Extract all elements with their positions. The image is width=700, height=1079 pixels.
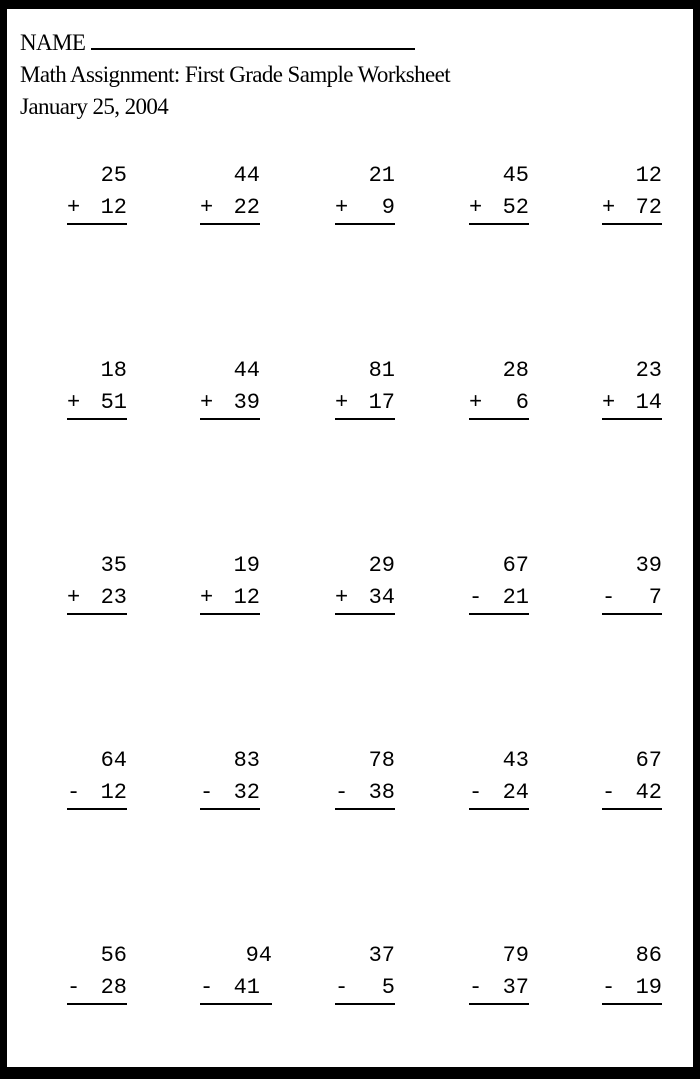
problem-top-number: 25 (100, 163, 127, 188)
operator-sign: + (67, 195, 81, 220)
problem-bottom-row (200, 583, 260, 615)
problem-bottom-number: 9 (381, 195, 395, 220)
operator-sign: + (67, 585, 81, 610)
problem (335, 744, 395, 810)
problem-bottom-number: 37 (502, 975, 529, 1000)
problem-bottom-number: 14 (635, 390, 662, 415)
problem-top-number: 44 (233, 163, 260, 188)
problem (602, 549, 662, 615)
problem-bottom-row (67, 973, 127, 1005)
worksheet-title: Math Assignment: First Grade Sample Worksheet (20, 62, 451, 87)
problem-top-number: 43 (502, 748, 529, 773)
problem-top-number: 79 (502, 943, 529, 968)
name-label: NAME (20, 30, 86, 55)
operator-sign: - (200, 975, 214, 1000)
operator-sign: + (469, 195, 483, 220)
problem-bottom-number: 12 (100, 195, 127, 220)
problem-top-number: 86 (635, 943, 662, 968)
problem (335, 939, 395, 1005)
problem-bottom-row (200, 778, 260, 810)
problem-bottom-row (200, 388, 260, 420)
problem-bottom-row (67, 193, 127, 225)
problem-top-number: 67 (635, 748, 662, 773)
problem-bottom-number: 22 (233, 195, 260, 220)
name-blank-line (91, 30, 415, 50)
problem-bottom-row (469, 583, 529, 615)
operator-sign: + (200, 195, 214, 220)
problem (335, 354, 395, 420)
worksheet-header (20, 27, 450, 123)
operator-sign: + (602, 390, 616, 415)
problem-bottom-number: 38 (368, 780, 395, 805)
problem-bottom-row (602, 193, 662, 225)
problem-top-number: 78 (368, 748, 395, 773)
problem-top-number: 37 (368, 943, 395, 968)
operator-sign: - (602, 585, 616, 610)
problem-bottom-row (67, 778, 127, 810)
problem-top-number: 45 (502, 163, 529, 188)
problem (469, 549, 529, 615)
operator-sign: + (335, 585, 349, 610)
problem-bottom-number: 23 (100, 585, 127, 610)
problem-bottom-row (469, 388, 529, 420)
problem-bottom-number: 32 (233, 780, 260, 805)
problem (469, 159, 529, 225)
problem-bottom-row (602, 583, 662, 615)
problem-top-number: 18 (100, 358, 127, 383)
problem-bottom-row (335, 583, 395, 615)
problem-bottom-row (335, 778, 395, 810)
problem-top-number: 94 (245, 943, 272, 968)
problem (469, 939, 529, 1005)
problem-top-number: 28 (502, 358, 529, 383)
problem-bottom-number: 51 (100, 390, 127, 415)
problem (200, 549, 260, 615)
problem-top-number: 83 (233, 748, 260, 773)
problem (67, 354, 127, 420)
operator-sign: + (67, 390, 81, 415)
problem (200, 744, 260, 810)
problem-bottom-number: 12 (233, 585, 260, 610)
operator-sign: - (67, 780, 81, 805)
problem-bottom-row (469, 193, 529, 225)
problem-top-number: 29 (368, 553, 395, 578)
problem (335, 549, 395, 615)
problem-bottom-row (469, 973, 529, 1005)
worksheet-date: January 25, 2004 (20, 94, 169, 119)
problem-bottom-number: 42 (635, 780, 662, 805)
problem-bottom-number: 6 (515, 390, 529, 415)
problem-top-number: 39 (635, 553, 662, 578)
problem (602, 744, 662, 810)
operator-sign: - (469, 975, 483, 1000)
problem-bottom-number: 24 (502, 780, 529, 805)
problem (602, 354, 662, 420)
problem-bottom-row (602, 388, 662, 420)
problem (67, 744, 127, 810)
problem-bottom-number: 19 (635, 975, 662, 1000)
problem (200, 354, 260, 420)
problem-bottom-number: 41 (233, 975, 260, 1000)
operator-sign: + (200, 390, 214, 415)
problem-top-number: 44 (233, 358, 260, 383)
problem-bottom-row (200, 193, 260, 225)
problem-bottom-number: 34 (368, 585, 395, 610)
problem-top-number: 19 (233, 553, 260, 578)
operator-sign: - (602, 975, 616, 1000)
problem-bottom-row (602, 778, 662, 810)
problem (200, 159, 260, 225)
problem-bottom-number: 72 (635, 195, 662, 220)
operator-sign: - (469, 585, 483, 610)
problem-bottom-row (335, 973, 395, 1005)
problem-bottom-number: 5 (381, 975, 395, 1000)
problem-top-number: 64 (100, 748, 127, 773)
operator-sign: - (602, 780, 616, 805)
problem-bottom-number: 39 (233, 390, 260, 415)
problem-bottom-row (67, 583, 127, 615)
operator-sign: + (200, 585, 214, 610)
problem (335, 159, 395, 225)
problem-bottom-row (200, 973, 272, 1005)
problem (602, 939, 662, 1005)
problem-top-number: 35 (100, 553, 127, 578)
operator-sign: - (200, 780, 214, 805)
operator-sign: - (67, 975, 81, 1000)
worksheet-page (7, 9, 693, 1067)
operator-sign: + (335, 390, 349, 415)
problem-bottom-number: 28 (100, 975, 127, 1000)
problem-bottom-row (335, 388, 395, 420)
problem (469, 744, 529, 810)
problem-top-number: 81 (368, 358, 395, 383)
operator-sign: - (335, 975, 349, 1000)
problem-top-number: 67 (502, 553, 529, 578)
problem-top-number: 21 (368, 163, 395, 188)
problem-top-number: 23 (635, 358, 662, 383)
problem-bottom-number: 12 (100, 780, 127, 805)
operator-sign: + (335, 195, 349, 220)
problem-top-number: 12 (635, 163, 662, 188)
problem (602, 159, 662, 225)
operator-sign: + (469, 390, 483, 415)
problem-bottom-number: 52 (502, 195, 529, 220)
problem-top-number: 56 (100, 943, 127, 968)
operator-sign: - (335, 780, 349, 805)
name-line (20, 27, 450, 59)
operator-sign: - (469, 780, 483, 805)
problem-bottom-row (67, 388, 127, 420)
problem (67, 549, 127, 615)
problem-bottom-number: 17 (368, 390, 395, 415)
problem-bottom-row (469, 778, 529, 810)
problem-bottom-row (602, 973, 662, 1005)
problem (67, 159, 127, 225)
problem (200, 939, 272, 1005)
problem-bottom-row (335, 193, 395, 225)
problem-bottom-number: 21 (502, 585, 529, 610)
problem (67, 939, 127, 1005)
problem (469, 354, 529, 420)
operator-sign: + (602, 195, 616, 220)
problem-bottom-number: 7 (648, 585, 662, 610)
